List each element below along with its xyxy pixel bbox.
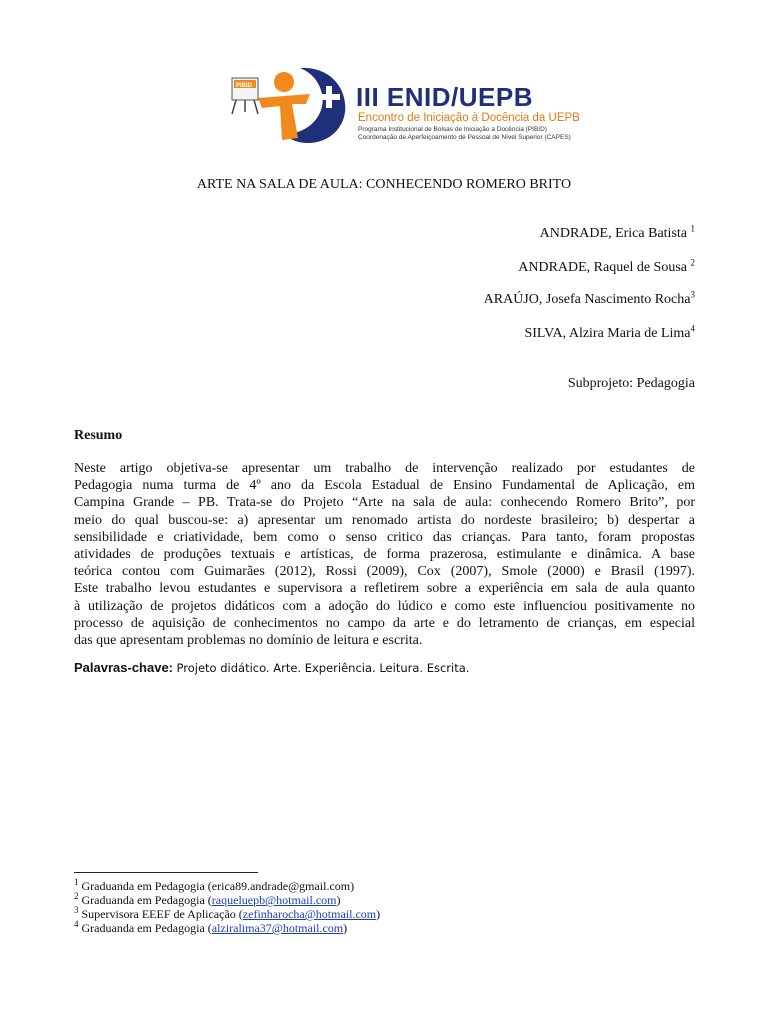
footnote-ref: 2	[74, 891, 79, 901]
keywords-label: Palavras-chave:	[74, 660, 174, 675]
author-name: SILVA, Alzira Maria de Lima	[524, 326, 691, 341]
footnote-1	[74, 879, 354, 894]
abstract-line: sensibilidade e criatividade, bem como o senso critico das crianças. Para tanto, foram propostas	[74, 529, 695, 545]
author-name: ANDRADE, Erica Batista	[539, 226, 687, 241]
logo-emblem	[222, 64, 362, 146]
abstract-line: meio do qual buscou-se: a) apresentar um renomado artista do nordeste brasileiro; b) despertar a	[74, 512, 695, 528]
author-ref: 2	[690, 257, 695, 268]
event-logo	[222, 64, 580, 146]
author-ref: 3	[690, 289, 695, 300]
footnote-4	[74, 921, 347, 936]
logo-line-2: Coordenação de Aperfeiçoamento de Pessoal de Nível Superior (CAPES)	[358, 134, 571, 141]
abstract-line: Este trabalho levou estudantes e supervisora a refletirem sobre a experiência em sala de aula quanto	[74, 581, 695, 597]
footnote-prefix: Graduanda em Pedagogia (	[81, 893, 212, 907]
abstract-line: processo de aquisição de conhecimentos no campo da arte e do letramento de crianças, em especial	[74, 615, 695, 631]
pibid-badge-text: PIBID	[236, 83, 253, 89]
author-ref: 1	[690, 223, 695, 234]
footnote-prefix: Graduanda em Pedagogia (	[81, 921, 212, 935]
footnote-ref: 1	[74, 877, 79, 887]
logo-subtitle: Encontro de Iniciação à Docência da UEPB	[358, 112, 580, 124]
footnote-email-link[interactable]: alziralima37@hotmail.com	[211, 921, 344, 935]
footnote-ref: 3	[74, 905, 79, 915]
footnote-email-link[interactable]: raqueluepb@hotmail.com	[211, 893, 337, 907]
abstract-line: Campina Grande – PB. Trata-se do Projeto “Arte na sala de aula: conhecendo Romero Brito”, por	[74, 495, 695, 511]
author-ref: 4	[690, 323, 695, 334]
abstract-line: atividades de produções textuais e artísticas, de forma prazerosa, estimulante e dinâmica. A base	[74, 547, 695, 563]
footnote-suffix: )	[343, 921, 348, 935]
logo-title: III ENID/UEPB	[356, 82, 533, 112]
logo-line-1: Programa Institucional de Bolsas de Iniciação à Docência (PIBID)	[358, 126, 547, 133]
footnote-2	[74, 893, 340, 908]
author-name: ANDRADE, Raquel de Sousa	[518, 260, 687, 275]
paper-title: ARTE NA SALA DE AULA: CONHECENDO ROMERO BRITO	[196, 177, 572, 192]
abstract-line: das que apresentam problemas no domínio de leitura e escrita.	[74, 633, 423, 649]
footnote-suffix: )	[336, 893, 341, 907]
keywords	[74, 660, 469, 677]
footnote-rule	[74, 872, 258, 873]
footnote-email-link[interactable]: zefinharocha@hotmail.com	[242, 907, 377, 921]
author-2	[518, 257, 695, 276]
abstract-line: Pedagogia numa turma de 4º ano da Escola Estadual de Ensino Fundamental de Aplicação, em	[74, 478, 695, 494]
abstract-line: teórica contou com Guimarães (2012), Rossi (2009), Cox (2007), Smole (2000) e Brasil (1997).	[74, 564, 695, 580]
subproject: Subprojeto: Pedagogia	[567, 376, 695, 391]
abstract-body	[74, 460, 695, 649]
author-1	[539, 223, 695, 242]
abstract-line: à utilização de projetos didáticos com a adoção do lúdico e como este influenciou positivamente no	[74, 598, 695, 614]
author-4	[524, 323, 695, 342]
keywords-list: Projeto didático. Arte. Experiência. Leitura. Escrita.	[176, 661, 470, 675]
footnote-ref: 4	[74, 919, 79, 929]
author-name: ARAÚJO, Josefa Nascimento Rocha	[483, 292, 691, 307]
abstract-line: Neste artigo objetiva-se apresentar um trabalho de intervenção realizado por estudantes de	[74, 461, 695, 476]
footnote-prefix: Supervisora EEEF de Aplicação (	[81, 907, 243, 921]
footnote-text: Graduanda em Pedagogia (erica89.andrade@gmail.com)	[81, 879, 355, 893]
author-3	[483, 289, 695, 308]
footnote-3	[74, 907, 380, 922]
abstract-heading: Resumo	[74, 428, 123, 443]
footnote-suffix: )	[376, 907, 381, 921]
